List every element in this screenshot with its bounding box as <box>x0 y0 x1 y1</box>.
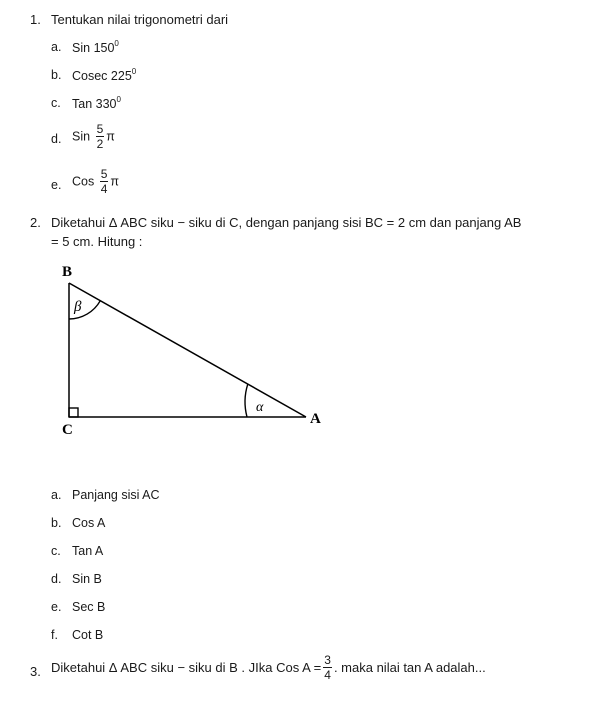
vertex-b-label: B <box>62 264 73 280</box>
vertex-a-label: A <box>310 411 321 427</box>
q1-item-b-letter: b. <box>51 68 62 82</box>
q1-item-a: Sin $150^0$ <box>72 39 119 56</box>
q2-text-line1: Diketahui Δ ABC siku − siku di C, dengan panjang sisi BC = 2 cm dan panjang AB <box>51 215 522 230</box>
alpha-arc <box>245 384 248 417</box>
q1-item-c-letter: c. <box>51 96 61 110</box>
q2-item-f: Cot B <box>72 628 104 642</box>
q2-item-b: Cos A <box>72 516 106 530</box>
vertex-c-label: C <box>62 422 73 438</box>
q1-item-e: Cos $\frac{5}{4}$ π <box>72 167 120 196</box>
angle-alpha-label: α <box>256 400 264 415</box>
q2-item-a-letter: a. <box>51 488 62 502</box>
q1-item-e-fraction: $\frac{5}{4}$ <box>100 167 108 196</box>
side-ab <box>69 283 306 417</box>
angle-beta-label: β <box>74 299 82 315</box>
q2-item-d: Sin B <box>72 572 102 586</box>
q2-text-line2: = 5 cm. Hitung : <box>51 234 143 249</box>
q1-item-d-fraction: $\frac{5}{2}$ <box>96 122 104 151</box>
q1-item-d: Sin $\frac{5}{2}$ π <box>72 122 115 151</box>
q2-item-f-letter: f. <box>51 628 58 642</box>
q1-item-c: Tan $330^0$ <box>72 95 121 112</box>
q2-item-b-letter: b. <box>51 516 62 530</box>
q2-item-e: Sec B <box>72 600 106 614</box>
q1-number: 1. <box>30 12 41 27</box>
q2-item-d-letter: d. <box>51 572 62 586</box>
right-triangle-figure <box>50 258 340 438</box>
q3-number: 3. <box>30 664 41 679</box>
q1-item-b: Cosec $225^0$ <box>72 67 137 84</box>
q2-item-e-letter: e. <box>51 600 62 614</box>
q3-fraction: $\frac{3}{4}$ <box>324 653 331 682</box>
q1-item-d-letter: d. <box>51 132 62 146</box>
q3-text: Diketahui Δ ABC siku − siku di B . JIka Cos A = $\frac{3}{4}$ . maka nilai tan A adalah... <box>51 653 486 682</box>
q2-number: 2. <box>30 215 41 230</box>
right-angle-mark <box>69 408 78 417</box>
q2-item-c-letter: c. <box>51 544 61 558</box>
q1-item-e-letter: e. <box>51 178 62 192</box>
q2-item-c: Tan A <box>72 544 104 558</box>
q1-text: Tentukan nilai trigonometri dari <box>51 12 229 27</box>
q1-item-a-letter: a. <box>51 40 62 54</box>
q2-item-a: Panjang sisi AC <box>72 488 160 502</box>
